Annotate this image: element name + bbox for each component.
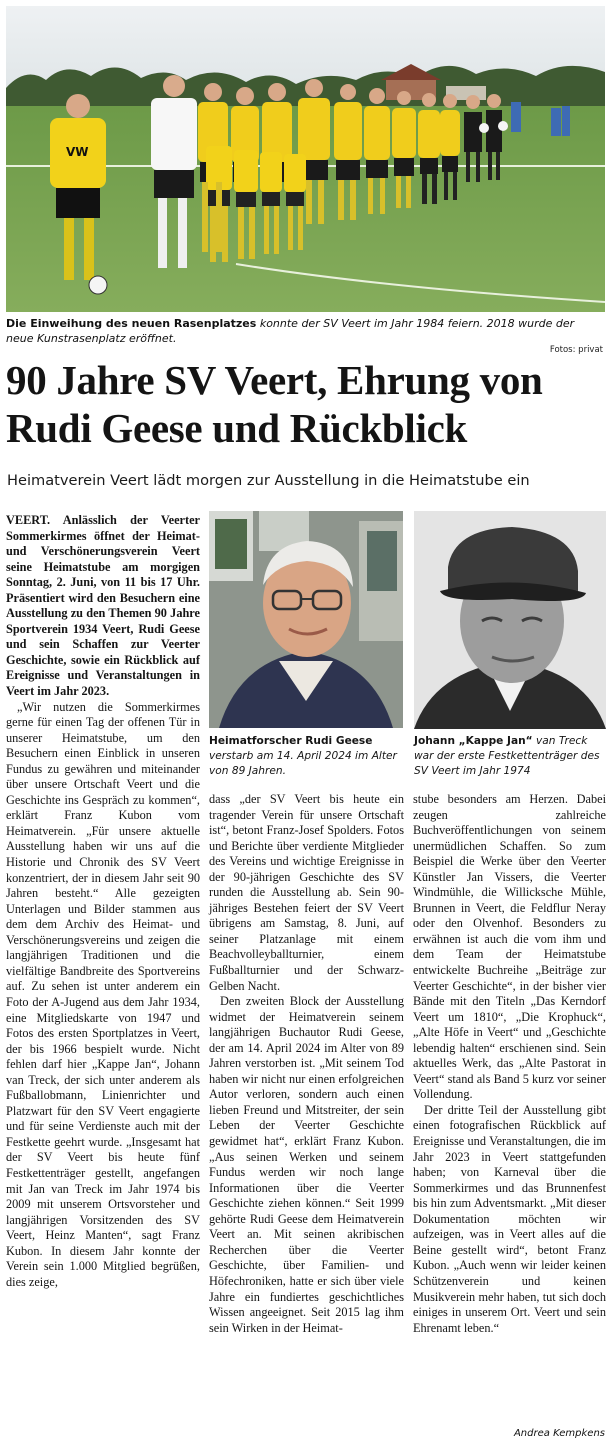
team-photo-caption-bold: Die Einweihung des neuen Rasenplatzes bbox=[6, 317, 257, 330]
article-paragraph: stube besonders am Herzen. Dabei zeugen zahlreiche Buchveröffentlichungen von seinem unermüdlichen Schaffen. So zum Beispiel die Werke über den Veerter Künstler Jan Vissers, die Veerter Windmühle, die Willicksche Mühle, Brunnen in Veert, die Feldflur Neray oder den Olvenhof. Besonders zu erwähnen ist auch die vom ihm und dem Team der Heimatstube entwickelte Buchreihe „Beiträge zur Veerter Geschichte“, in der bisher vier Bände mit den Titeln „Das Kerndorf Veert um 1810“, „Die Krophuck“, „Alte Höfe in Veert“ und „Geschichte lebendig halten“ erschienen sind. Sein aktuelles Werk, das „Alte Pastorat in Veert“ stand als Band 5 kurz vor seiner Vollendung. bbox=[413, 792, 606, 1102]
team-photo bbox=[6, 6, 605, 312]
portrait-kappe-jan-caption-italic: van Treck war der erste Festkettenträger des SV Veert im Jahr 1974 bbox=[414, 735, 600, 777]
article-paragraph: Der dritte Teil der Ausstellung gibt einen fotografischen Rückblick auf Ereignisse und Veranstaltungen, die im Jahr 2023 in Veert stattgefunden haben; von Karneval über die Sommerkirmes und das Brunnenfest bis hin zum Adventsmarkt. „Mit dieser Dokumentation möchten wir aufzeigen, was in Veert alles auf die Beine gestellt wird“, betont Franz Kubon. „Auch wenn wir leider keinen Schützenverein und keinen Musikverein mehr haben, tut sich doch einiges in unserem Ort. Veert und sein Ehrenamt leben.“ bbox=[413, 1102, 606, 1335]
article-paragraph: dass „der SV Veert bis heute ein tragender Verein für unsere Ortschaft ist“, betont Franz-Josef Spolders. Fotos und Berichte über verdiente Mitglieder des Vereins und wichtige Ereignisse in der 90-jährigen Geschichte des SV runden die Ausstellung ab. Sein 90-jähriges Bestehen feiert der SV Veert übrigens am Samstag, 8. Juni, auf seiner Platzanlage mit einem Beachvolleyballturnier, einem Fußballturnier und der Schwarz-Gelben Nacht. bbox=[209, 792, 404, 993]
portrait-kappe-jan-illustration bbox=[414, 511, 606, 729]
headline-line-2: Rudi Geese und Rückblick bbox=[6, 405, 467, 451]
jersey-lettering: VW bbox=[66, 145, 89, 159]
article-column-1 bbox=[6, 513, 200, 1290]
photo-credit: Fotos: privat bbox=[549, 345, 603, 355]
headline-line-1: 90 Jahre SV Veert, Ehrung von bbox=[6, 357, 543, 403]
portrait-kappe-jan bbox=[414, 511, 606, 729]
portrait-kappe-jan-caption bbox=[414, 734, 607, 779]
portrait-rudi-geese-caption-italic: verstarb am 14. April 2024 im Alter von 89 Jahren. bbox=[209, 750, 397, 777]
portrait-rudi-geese-caption bbox=[209, 734, 404, 779]
article-author: Andrea Kempkens bbox=[510, 1428, 605, 1439]
portrait-rudi-geese bbox=[209, 511, 403, 728]
article-column-2 bbox=[209, 792, 404, 1336]
article-paragraph: Den zweiten Block der Ausstellung widmet der Heimatverein seinem langjährigen Buchautor Rudi Geese, der am 14. April 2024 im Alter von 89 Jahren verstorben ist. „Mit seinem Tod haben wir nicht nur einen erfolgreichen Autor verloren, sondern auch einen lieben Freund und Mitstreiter, der sein Leben der Veerter Geschichte gewidmet hat“, erklärt Franz Kubon. „Aus seinen Werken und seinem Fundus werden wir noch lange Informationen über die Veerter Geschichte ziehen können.“ Seit 1999 gehörte Rudi Geese dem Heimatverein Veert an. Mit seinen akribischen Recherchen über die Veerter Geschichte, über Familien- und Höfechroniken, hatte er sich über viele Jahre ein fundiertes geschichtliches Wissen angeeignet. Seit 2015 lag ihm sein Wirken in der Heimat- bbox=[209, 994, 404, 1335]
article-paragraph: „Wir nutzen die Sommerkirmes gerne für einen Tag der offenen Tür in unserer Heimatstube, um den Besuchern einen Einblick in unseren Fundus zu gewähren und miteinander über unsere Ortschaft Veert und die Geschichte ins Gespräch zu kommen“, erklärt Franz Kubon vom Heimatverein. „Für unsere aktuelle Ausstellung haben wir uns auf die Historie und Chronik des SV Veert konzentriert, der in diesem Jahr seit 90 Jahren besteht.“ Alle gezeigten Unterlagen und Bilder stammen aus dem dem Archiv des Heimat- und Verschönerungsvereins und zeigen die langjährigen Traditionen und die vielfältige Bandbreite des Sportvereins auf. Zu sehen ist unter anderem ein Foto der A-Jugend aus dem Jahr 1934, eine Mitgliedskarte von 1947 und Fotos des ersten Sportplatzes in Veert, der bis 1966 bespielt wurde. Nicht fehlen darf hier „Kappe Jan“, Johann van Treck, der sich unter anderem als Fußballobmann, Linienrichter und Platzwart für den SV Veert engagierte und für seine Verdienste auch mit der Festkette geehrt wurde. „Insgesamt hat der SV Veert bis heute fünf Festkettenträger gestellt, angefangen mit Jan van Treck im Jahr 1974 bis 2009 mit unserem Ortsvorsteher und langjährigen Vorsitzenden des SV Veert, Heinz Manten“, sagt Franz Kubon. In diesem Jahr konnte der Verein sein 1.000 Mitglied begrüßen, dies zeige, bbox=[6, 699, 200, 1289]
article-lead: VEERT. Anlässlich der Veerter Sommerkirmes öffnet der Heimat- und Verschönerungsverein Veert seine Heimatstube am morgigen Sonntag, 2. Juni, von 11 bis 17 Uhr. Präsentiert wird den Besuchern eine Ausstellung zu den Themen 90 Jahre Sportverein 1934 Veert, Rudi Geese und sein Schaffen zur Veerter Geschichte, sowie ein Rückblick auf Ereignisse und Veranstaltungen in Veert im Jahr 2023. bbox=[6, 513, 200, 699]
team-photo-caption bbox=[6, 316, 605, 346]
subheadline: Heimatverein Veert lädt morgen zur Ausstellung in die Heimatstube ein bbox=[7, 472, 530, 489]
article-column-3 bbox=[413, 792, 606, 1336]
portrait-rudi-geese-caption-bold: Heimatforscher Rudi Geese bbox=[209, 735, 373, 747]
headline bbox=[6, 356, 606, 452]
team-photo-illustration bbox=[6, 6, 605, 312]
portrait-rudi-geese-illustration bbox=[209, 511, 403, 728]
portrait-kappe-jan-caption-bold: Johann „Kappe Jan“ bbox=[414, 735, 533, 747]
team-photo-caption-italic: konnte der SV Veert im Jahr 1984 feiern. 2018 wurde der neue Kunstrasenplatz eröffnet. bbox=[6, 317, 575, 345]
